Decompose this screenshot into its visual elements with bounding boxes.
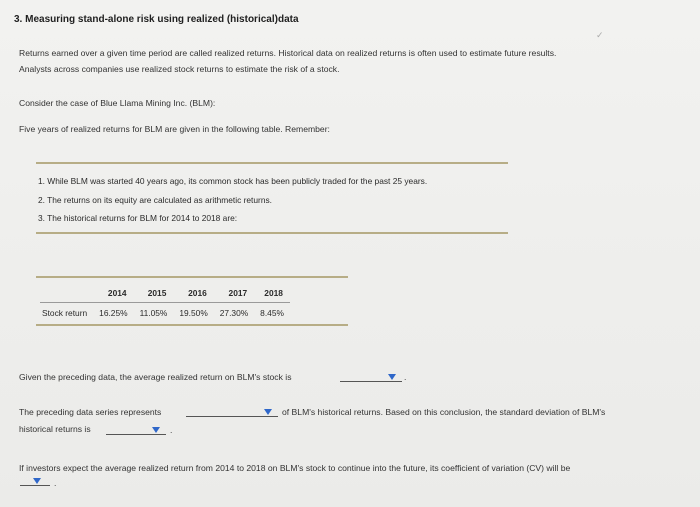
year-header: 2015 (147, 288, 167, 298)
chevron-down-icon[interactable] (388, 374, 396, 380)
year-header: 2018 (264, 288, 283, 298)
year-header: 2016 (188, 288, 207, 298)
table-header-row (40, 286, 290, 303)
remember-item-3: 3. The historical returns for BLM for 2014 to 2018 are: (38, 213, 238, 223)
q2-suffix: . (170, 425, 173, 435)
return-value: 19.50% (179, 308, 208, 318)
table-top-rule (36, 276, 348, 278)
remember-bottom-rule (36, 232, 508, 234)
q1-suffix: . (404, 372, 407, 382)
remember-item-1: 1. While BLM was started 40 years ago, its common stock has been publicly traded for the past 25 years. (38, 176, 428, 186)
q2-text-c: historical returns is (19, 424, 91, 434)
q3-suffix: . (54, 478, 57, 488)
q1-text: Given the preceding data, the average realized return on BLM's stock is (19, 372, 292, 382)
section-title: 3. Measuring stand-alone risk using realized (historical)data (14, 14, 299, 25)
q3-text: If investors expect the average realized return from 2014 to 2018 on BLM's stock to continue into the future, its coefficient of variation (CV) will be (19, 463, 571, 473)
paper-mark: ✓ (596, 30, 604, 40)
row-label: Stock return (42, 308, 88, 318)
chevron-down-icon[interactable] (152, 427, 160, 433)
year-header: 2014 (107, 288, 127, 298)
chevron-down-icon[interactable] (33, 478, 41, 484)
return-value: 16.25% (99, 308, 128, 318)
table-bottom-rule (36, 324, 348, 326)
intro-line-1: Returns earned over a given time period are called realized returns. Historical data on realized returns is often used to estimate future results. (19, 48, 557, 58)
remember-item-2: 2. The returns on its equity are calculated as arithmetic returns. (38, 195, 272, 205)
year-header: 2017 (228, 288, 248, 298)
table-corner (40, 286, 93, 303)
chevron-down-icon[interactable] (264, 409, 272, 415)
five-years-line: Five years of realized returns for BLM are given in the following table. Remember: (19, 124, 330, 134)
q2-text-a: The preceding data series represents (19, 407, 162, 417)
return-value: 8.45% (260, 308, 284, 318)
intro-line-2: Analysts across companies use realized stock returns to estimate the risk of a stock. (19, 64, 340, 74)
case-line: Consider the case of Blue Llama Mining Inc. (BLM): (19, 98, 216, 108)
table-row (40, 303, 290, 321)
returns-table (40, 286, 290, 320)
return-value: 27.30% (219, 308, 249, 318)
remember-top-rule (36, 162, 508, 164)
return-value: 11.05% (139, 308, 168, 318)
q2-text-b: of BLM's historical returns. Based on this conclusion, the standard deviation of BLM's (282, 407, 606, 417)
